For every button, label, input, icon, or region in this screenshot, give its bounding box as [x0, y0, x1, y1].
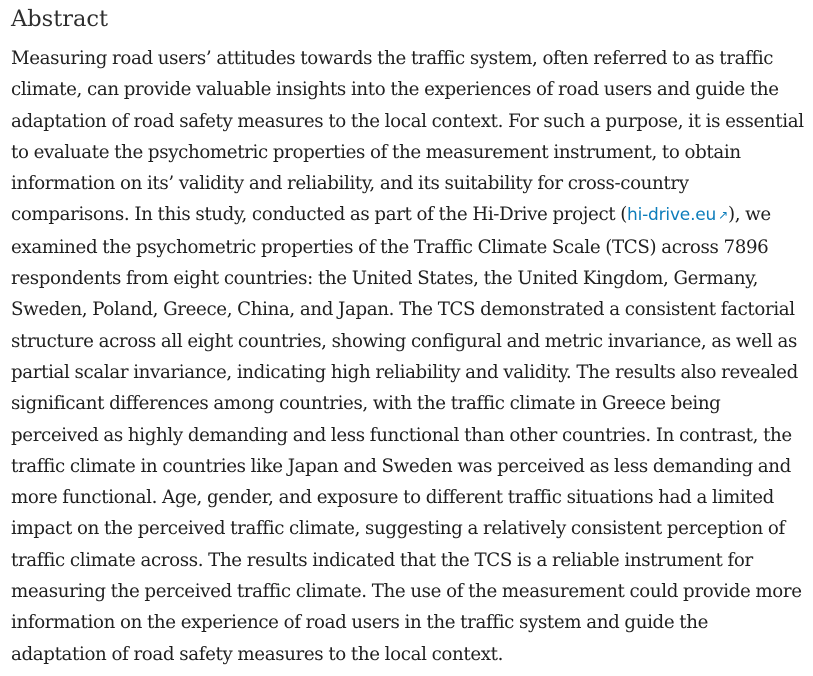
abstract-heading: Abstract: [11, 6, 109, 32]
abstract-text-before-link: Measuring road users’ attitudes towards the traffic system, often referred to as traffic climate, can provide valuable insights into the experiences of road users and guide the adaptation of road safety measures to the local context. For such a purpose, it is essential to evaluate the psychometric properties of the measurement instrument, to obtain information on its’ validity and reliability, and its suitability for cross-country comparisons. In this study, conducted as part of the Hi-Drive project (: [11, 48, 804, 226]
abstract-text-after-link: ), we examined the psychometric properties of the Traffic Climate Scale (TCS) across 7896 respondents from eight countries: the United States, the United Kingdom, Germany, Sweden, Poland, Greece, China, and Japan. The TCS demonstrated a consistent factorial structure across all eight countries, showing configural and metric invariance, as well as partial scalar invariance, indicating high reliability and validity. The results also revealed significant differences among countries, with the traffic climate in Greece being perceived as highly demanding and less functional than other countries. In contrast, the traffic climate in countries like Japan and Sweden was perceived as less demanding and more functional. Age, gender, and exposure to different traffic situations had a limited impact on the perceived traffic climate, suggesting a relatively consistent perception of traffic climate across. The results indicated that the TCS is a reliable instrument for measuring the perceived traffic climate. The use of the measurement could provide more information on the experience of road users in the traffic system and guide the adaptation of road safety measures to the local context.: [11, 204, 802, 665]
hi-drive-link-text: hi-drive.eu: [627, 205, 717, 226]
external-link-icon: ↗: [718, 208, 728, 223]
abstract-paragraph: [11, 43, 806, 670]
abstract-section: [11, 4, 806, 670]
hi-drive-link[interactable]: [627, 205, 728, 225]
